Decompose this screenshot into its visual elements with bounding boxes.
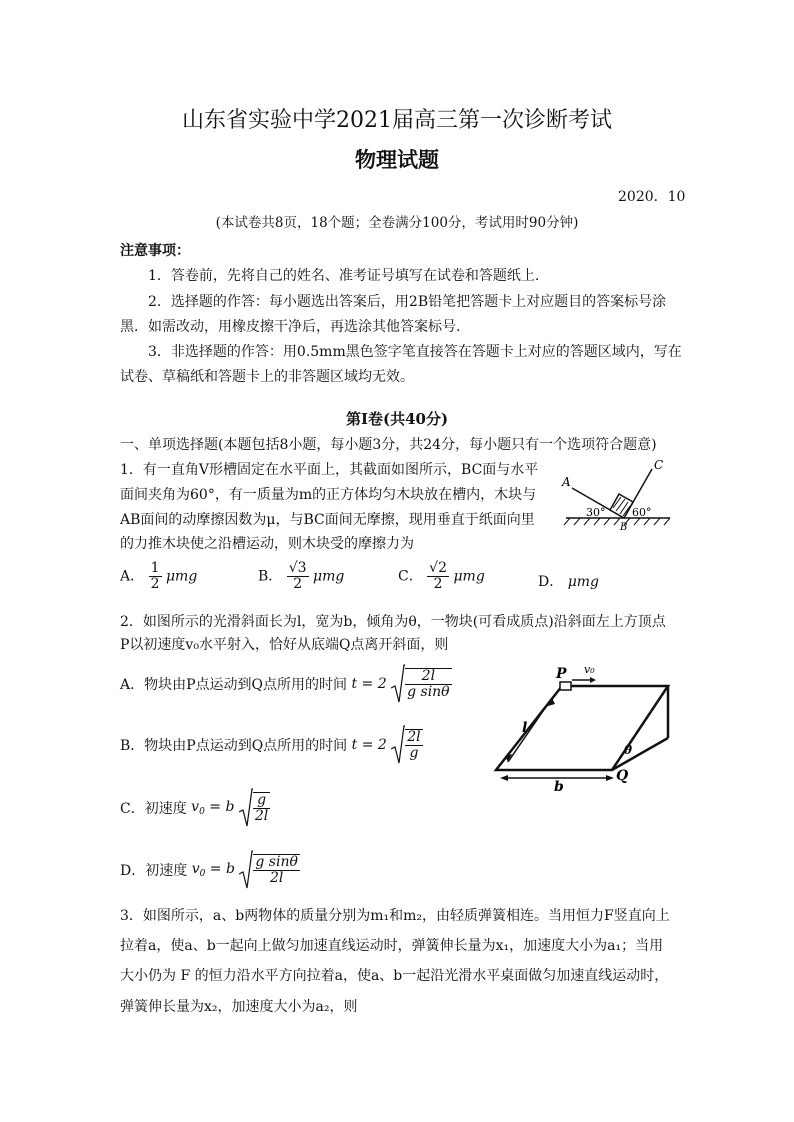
fig-angle-30: 30° (586, 506, 606, 519)
exam-title: 山东省实验中学2021届高三第一次诊断考试 (182, 108, 612, 133)
section-intro: 一、单项选择题(本题包括8小题，每小题3分，共24分，每小题只有一个选项符合题意) (120, 437, 657, 453)
exam-date: 2020．10 (618, 189, 686, 205)
fig-label-b: B (620, 522, 628, 533)
notice-heading: 注意事项： (120, 243, 190, 259)
fig-label-b-width: b (554, 779, 564, 795)
q1-option-b: B． $\frac{√3}{2}$ μmg (258, 560, 345, 592)
q3-line-4: 弹簧伸长量为x₂，加速度大小为a₂，则 (120, 999, 358, 1015)
incline-figure (488, 658, 698, 798)
q3-line-1: 3．如图所示，a、b两物体的质量分别为m₁和m₂，由轻质弹簧相连。当用恒力F竖直向上 (120, 908, 670, 924)
notice-item-1: 1．答卷前，先将自己的姓名、准考证号填写在试卷和答题纸上. (148, 268, 540, 284)
fig-label-v0: v₀ (584, 663, 595, 676)
q1-option-d: D． μmg (538, 574, 600, 590)
fig-label-a: A (562, 475, 571, 489)
subject-title: 物理试题 (355, 147, 439, 172)
notice-item-2: 2．选择题的作答：每小题选出答案后，用2B铅笔把答题卡上对应题目的答案标号涂 (148, 294, 667, 310)
fig-label-l: l (522, 720, 528, 736)
q3-line-2: 拉着a，使a、b一起向上做匀加速直线运动时，弹簧伸长量为x₁，加速度大小为a₁；当用 (120, 938, 664, 954)
q3-line-3: 大小仍为 F 的恒力沿水平方向拉着a，使a、b一起沿光滑水平桌面做匀加速直线运动时， (120, 968, 669, 984)
q2-option-d: D．初速度 $v_0 = b$ $\frac{\text{g sinθ}}{2l}$ (120, 850, 300, 890)
q2-option-a: A．物块由P点运动到Q点所用的时间 t = 2 $\frac{2l}{\text{g sinθ}}$ (120, 664, 452, 704)
q1-option-a: A． $\frac{1}{2}$ μmg (120, 560, 198, 592)
q1-line-4: 的力推木块使之沿槽运动，则木块受的摩擦力为 (120, 536, 414, 552)
q1-line-3: AB面间的动摩擦因数为μ，与BC面间无摩擦，现用垂直于纸面向里 (120, 512, 535, 528)
q2-line-1: 2．如图所示的光滑斜面长为l，宽为b，倾角为θ，一物块(可看成质点)沿斜面左上方顶点 (120, 614, 666, 630)
notice-item-3-cont: 试卷、草稿纸和答题卡上的非答题区域均无效。 (120, 369, 414, 385)
q2-option-c: C．初速度 $v_0 = b$ $\frac{g}{2l}$ (120, 788, 270, 828)
fig-label-theta: θ (624, 743, 633, 757)
q1-line-1: 1．有一直角V形槽固定在水平面上，其截面如图所示，BC面与水平 (120, 462, 539, 478)
fig-label-q: Q (616, 768, 629, 784)
fig-label-c: C (654, 458, 664, 472)
q1-option-c: C． $\frac{√2}{2}$ μmg (398, 560, 485, 592)
exam-info: (本试卷共8页，18个题；全卷满分100分，考试用时90分钟) (215, 215, 579, 231)
section-title: 第Ⅰ卷(共40分) (345, 410, 449, 428)
notice-item-3: 3．非选择题的作答：用0.5mm黑色签字笔直接答在答题卡上对应的答题区域内，写在 (148, 344, 682, 360)
q2-line-2: P以初速度v₀水平射入，恰好从底端Q点离开斜面，则 (120, 637, 449, 653)
fig-angle-60: 60° (632, 506, 652, 519)
notice-item-2-cont: 黑．如需改动，用橡皮擦干净后，再选涂其他答案标号. (120, 319, 461, 335)
v-groove-figure (558, 455, 678, 535)
q2-option-b: B．物块由P点运动到Q点所用的时间 t = 2 $\frac{2l}{g}$ (120, 725, 423, 765)
q1-line-2: 面间夹角为60°，有一质量为m的正方体均匀木块放在槽内，木块与 (120, 487, 537, 503)
fig-label-p: P (556, 666, 567, 682)
